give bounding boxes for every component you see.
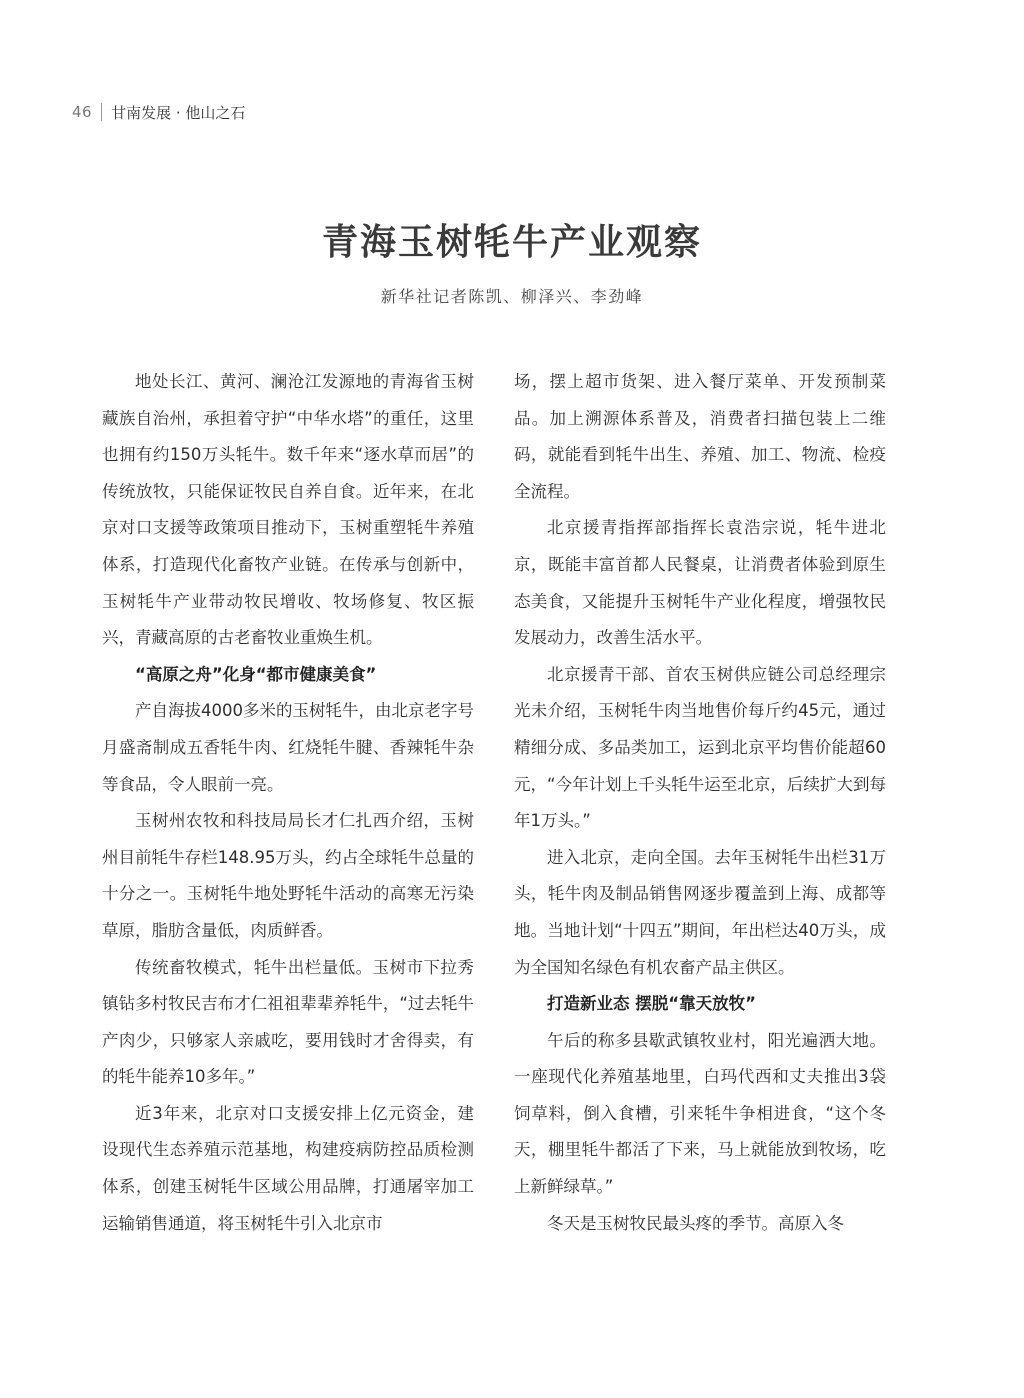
paragraph: 北京援青干部、首农玉树供应链公司总经理宗光未介绍，玉树牦牛肉当地售价每斤约45元，通过精细分成、多品类加工，运到北京平均售价能超60元，“今年计划上千头牦牛运至北京，后续扩大到每年1万头。” bbox=[514, 664, 886, 831]
paragraph-continued: 场，摆上超市货架、进入餐厅菜单、开发预制菜品。加上溯源体系普及，消费者扫描包装上二维码，就能看到牦牛出生、养殖、加工、物流、检疫全流程。 bbox=[514, 372, 886, 501]
subheading: “高原之舟”化身“都市健康美食” bbox=[135, 664, 377, 684]
running-header bbox=[72, 100, 245, 124]
left-column bbox=[102, 364, 474, 1242]
page-number: 46 bbox=[72, 103, 93, 121]
right-column bbox=[514, 364, 886, 1242]
article-title: 青海玉树牦牛产业观察 bbox=[321, 221, 702, 263]
paragraph: 产自海拔4000多米的玉树牦牛，由北京老字号月盛斋制成五香牦牛肉、红烧牦牛腱、香辣牦牛杂等食品，令人眼前一亮。 bbox=[102, 701, 474, 794]
paragraph: 近3年来，北京对口支援安排上亿元资金，建设现代生态养殖示范基地，构建疫病防控品质检测体系，创建玉树牦牛区域公用品牌，打通屠宰加工运输销售通道，将玉树牦牛引入北京市 bbox=[102, 1103, 474, 1233]
paragraph: 午后的称多县歇武镇牧业村，阳光遍洒大地。一座现代化养殖基地里，白玛代西和丈夫推出3袋饲草料，倒入食槽，引来牦牛争相进食，“这个冬天，棚里牦牛都活了下来，马上就能放到牧场，吃上新鲜绿草。” bbox=[514, 1030, 886, 1197]
paragraph: 传统畜牧模式，牦牛出栏量低。玉树市下拉秀镇钻多村牧民吉布才仁祖祖辈辈养牦牛，“过去牦牛产肉少，只够家人亲戚吃，要用钱时才舍得卖，有的牦牛能养10多年。” bbox=[102, 957, 474, 1087]
subheading: 打造新业态 摆脱“靠天放牧” bbox=[547, 994, 756, 1014]
paragraph: 地处长江、黄河、澜沧江发源地的青海省玉树藏族自治州，承担着守护“中华水塔”的重任，这里也拥有约150万头牦牛。数千年来“逐水草而居”的传统放牧，只能保证牧民自养自食。近年来，在北京对口支援等政策项目推动下，玉树重塑牦牛养殖体系，打造现代化畜牧产业链。在传承与创新中，玉树牦牛产业带动牧民增收、牧场修复、牧区振兴，青藏高原的古老畜牧业重焕生机。 bbox=[102, 372, 474, 648]
paragraph: 北京援青指挥部指挥长袁浩宗说，牦牛进北京，既能丰富首都人民餐桌，让消费者体验到原生态美食，又能提升玉树牦牛产业化程度，增强牧民发展动力，改善生活水平。 bbox=[514, 518, 886, 648]
header-divider bbox=[101, 103, 102, 121]
paragraph: 玉树州农牧和科技局局长才仁扎西介绍，玉树州目前牦牛存栏148.95万头，约占全球牦牛总量的十分之一。玉树牦牛地处野牦牛活动的高寒无污染草原，脂肪含量低，肉质鲜香。 bbox=[102, 811, 474, 940]
article-byline: 新华社记者陈凯、柳泽兴、李劲峰 bbox=[380, 287, 644, 306]
paragraph: 冬天是玉树牧民最头疼的季节。高原入冬 bbox=[547, 1213, 844, 1233]
section-name: 甘南发展 · 他山之石 bbox=[111, 103, 246, 122]
paragraph: 进入北京，走向全国。去年玉树牦牛出栏31万头，牦牛肉及制品销售网逐步覆盖到上海、成都等地。当地计划“十四五”期间，年出栏达40万头，成为全国知名绿色有机农畜产品主供区。 bbox=[514, 847, 886, 977]
